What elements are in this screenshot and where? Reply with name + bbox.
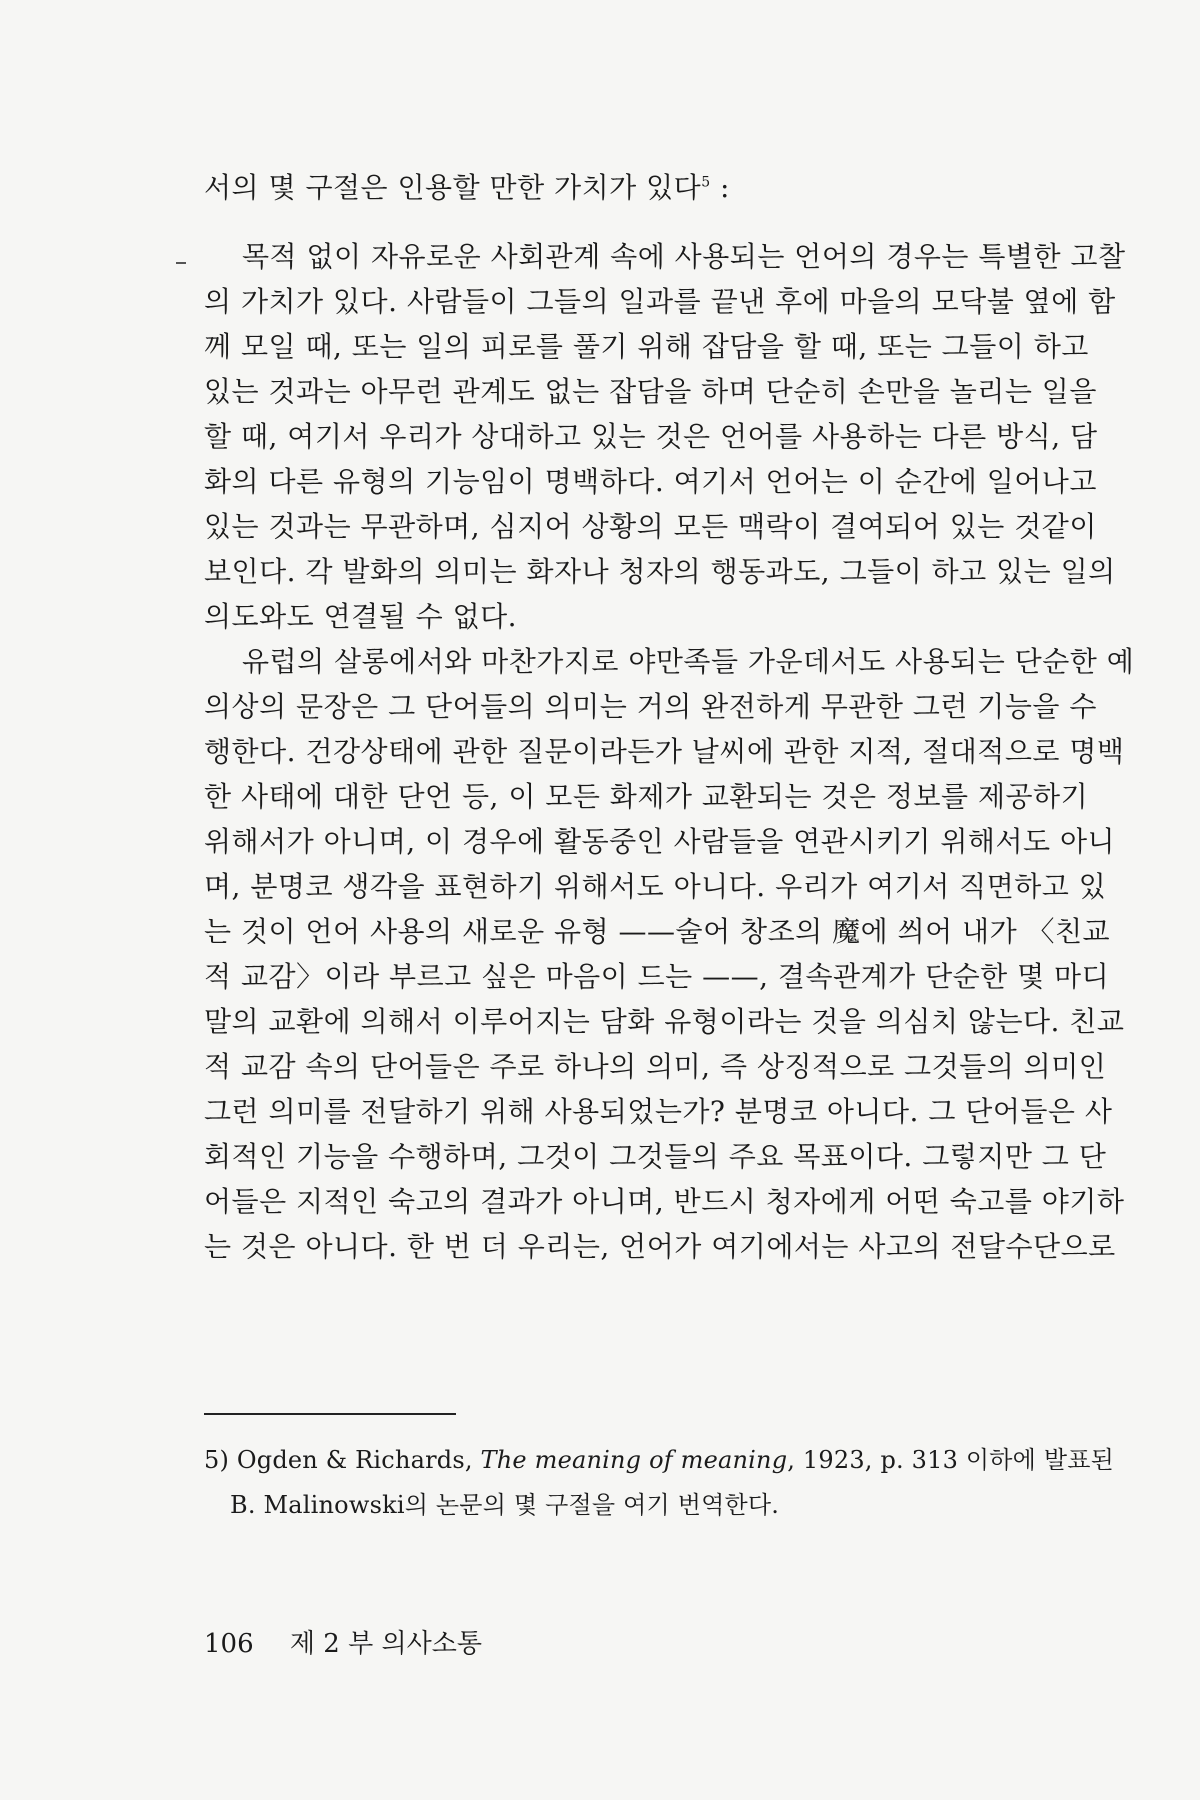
intro-colon: :: [710, 171, 730, 204]
section-title: 제 2 부 의사소통: [289, 1629, 482, 1659]
paragraph-line: 목적 없이 자유로운 사회관계 속에 사용되는 언어의 경우는 특별한 고찰: [242, 240, 1126, 273]
footnote-divider: [204, 1413, 456, 1415]
paragraph-line: 며, 분명코 생각을 표현하기 위해서도 아니다. 우리가 여기서 직면하고 있: [204, 870, 1107, 903]
paragraph-line: 화의 다른 유형의 기능임이 명백하다. 여기서 언어는 이 순간에 일어나고: [204, 465, 1097, 498]
paragraph-line: 행한다. 건강상태에 관한 질문이라든가 날씨에 관한 지적, 절대적으로 명백: [204, 735, 1125, 768]
paragraph-line: 께 모일 때, 또는 일의 피로를 풀기 위해 잡담을 할 때, 또는 그들이 하고: [204, 330, 1089, 363]
footnote-book-title: The meaning of meaning: [480, 1446, 788, 1474]
paragraph-line: 의도와도 연결될 수 없다.: [204, 600, 518, 633]
footnote-line-2: B. Malinowski의 논문의 몇 구절을 여기 번역한다.: [230, 1491, 780, 1519]
margin-mark: [176, 262, 186, 264]
footnote-citation: , 1923, p. 313 이하에 발표된: [787, 1446, 1115, 1474]
paragraph-line: 있는 것과는 아무런 관계도 없는 잡담을 하며 단순히 손만을 놀리는 일을: [204, 375, 1097, 408]
paragraph-line: 할 때, 여기서 우리가 상대하고 있는 것은 언어를 사용하는 다른 방식, 담: [204, 420, 1098, 453]
intro-line: [204, 170, 730, 206]
footnote-authors: Ogden & Richards,: [229, 1446, 481, 1474]
paragraph-line: 그런 의미를 전달하기 위해 사용되었는가? 분명코 아니다. 그 단어들은 사: [204, 1095, 1113, 1128]
paragraph-line: 의상의 문장은 그 단어들의 의미는 거의 완전하게 무관한 그런 기능을 수: [204, 690, 1097, 723]
page-footer: [204, 1628, 482, 1660]
paragraph-line: 회적인 기능을 수행하며, 그것이 그것들의 주요 목표이다. 그렇지만 그 단: [204, 1140, 1107, 1173]
paragraph-line: 어들은 지적인 숙고의 결과가 아니며, 반드시 청자에게 어떤 숙고를 야기하: [204, 1185, 1125, 1218]
paragraph-line: 보인다. 각 발화의 의미는 화자나 청자의 행동과도, 그들이 하고 있는 일의: [204, 555, 1116, 588]
footnote-number: 5): [204, 1446, 230, 1474]
intro-text: 서의 몇 구절은 인용할 만한 가치가 있다: [204, 171, 702, 204]
paragraph-line: 적 교감 속의 단어들은 주로 하나의 의미, 즉 상징적으로 그것들의 의미인: [204, 1050, 1107, 1083]
footnote-reference: 5: [701, 174, 711, 191]
paragraph-line: 는 것은 아니다. 한 번 더 우리는, 언어가 여기에서는 사고의 전달수단으로: [204, 1230, 1116, 1263]
paragraph-line: 적 교감〉이라 부르고 싶은 마음이 드는 ——, 결속관계가 단순한 몇 마디: [204, 960, 1110, 993]
paragraph-line: 위해서가 아니며, 이 경우에 활동중인 사람들을 연관시키기 위해서도 아니: [204, 825, 1116, 858]
paragraph-line: 한 사태에 대한 단언 등, 이 모든 화제가 교환되는 것은 정보를 제공하기: [204, 780, 1089, 813]
paragraph-line: 는 것이 언어 사용의 새로운 유형 ——술어 창조의 魔에 씌어 내가 〈친교: [204, 915, 1111, 948]
paragraph-line: 유럽의 살롱에서와 마찬가지로 야만족들 가운데서도 사용되는 단순한 예: [242, 645, 1135, 678]
paragraph-line: 말의 교환에 의해서 이루어지는 담화 유형이라는 것을 의심치 않는다. 친교: [204, 1005, 1125, 1038]
page-number: 106: [204, 1629, 254, 1659]
paragraph-line: 있는 것과는 무관하며, 심지어 상황의 모든 맥락이 결여되어 있는 것같이: [204, 510, 1097, 543]
paragraph-line: 의 가치가 있다. 사람들이 그들의 일과를 끝낸 후에 마을의 모닥불 옆에 함: [204, 285, 1116, 318]
footnote-line: [204, 1444, 1115, 1476]
